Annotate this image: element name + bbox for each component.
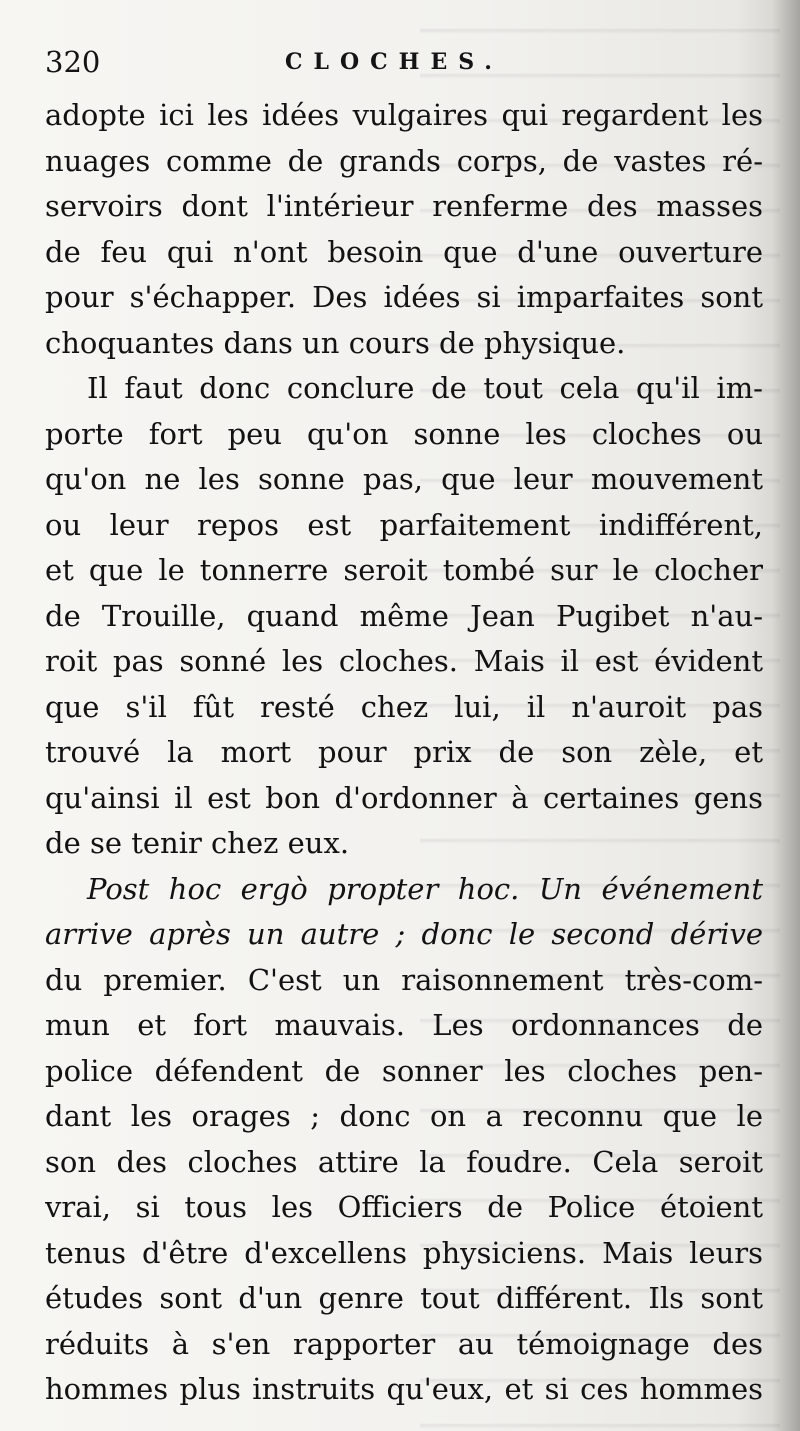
text-line: du premier. C'est un raisonnement très-com- bbox=[45, 962, 763, 997]
italic-maxim-line: Post hoc ergò propter hoc. Un événement bbox=[87, 871, 763, 906]
text-line: vrai, si tous les Officiers de Police étoient bbox=[45, 1190, 763, 1224]
text-line: que s'il fût resté chez lui, il n'auroit pas bbox=[45, 689, 763, 724]
text-line: études sont d'un genre tout différent. Ils sont bbox=[45, 1281, 763, 1315]
text-line: qu'ainsi il est bon d'ordonner à certaines gens bbox=[45, 780, 763, 815]
text-line: hommes plus instruits qu'eux, et si ces hommes bbox=[45, 1372, 763, 1406]
text-line: trouvé la mort pour prix de son zèle, et bbox=[45, 735, 763, 769]
text-line: qu'on ne les sonne pas, que leur mouvement bbox=[45, 462, 763, 496]
paragraph-end-line: choquantes dans un cours de physique. bbox=[45, 325, 626, 360]
text-line: dant les orages ; donc on a reconnu que le bbox=[45, 1099, 763, 1133]
text-line: pour s'échapper. Des idées si imparfaites sont bbox=[45, 280, 763, 314]
body-text bbox=[45, 93, 763, 1413]
text-line: et que le tonnerre seroit tombé sur le clocher bbox=[45, 553, 763, 587]
text-line: réduits à s'en rapporter au témoignage des bbox=[45, 1326, 763, 1361]
text-line: roit pas sonné les cloches. Mais il est évident bbox=[45, 644, 763, 678]
text-line: ou leur repos est parfaitement indifférent, bbox=[45, 507, 763, 542]
text-line: de Trouille, quand même Jean Pugibet n'au- bbox=[45, 598, 763, 633]
text-line: tenus d'être d'excellens physiciens. Mais leurs bbox=[45, 1235, 763, 1270]
text-line: police défendent de sonner les cloches pen- bbox=[45, 1053, 763, 1088]
text-line: mun et fort mauvais. Les ordonnances de bbox=[45, 1008, 763, 1042]
text-line: servoirs dont l'intérieur renferme des masses bbox=[45, 189, 763, 223]
page-edge-shadow bbox=[772, 0, 800, 1431]
text-line: de feu qui n'ont besoin que d'une ouverture bbox=[45, 234, 763, 269]
running-head: CLOCHES. bbox=[285, 49, 503, 75]
paragraph-end-line: de se tenir chez eux. bbox=[45, 826, 350, 860]
text-line: adopte ici les idées vulgaires qui regardent les bbox=[45, 98, 763, 132]
italic-maxim-line: arrive après un autre ; donc le second dérive bbox=[45, 917, 763, 951]
page-number: 320 bbox=[45, 45, 101, 79]
text-line: porte fort peu qu'on sonne les cloches ou bbox=[45, 416, 763, 451]
paragraph-start-line: Il faut donc conclure de tout cela qu'il im- bbox=[87, 371, 763, 405]
text-line: nuages comme de grands corps, de vastes ré- bbox=[45, 143, 763, 178]
text-line: son des cloches attire la foudre. Cela seroit bbox=[45, 1144, 763, 1179]
page-header bbox=[45, 40, 765, 84]
